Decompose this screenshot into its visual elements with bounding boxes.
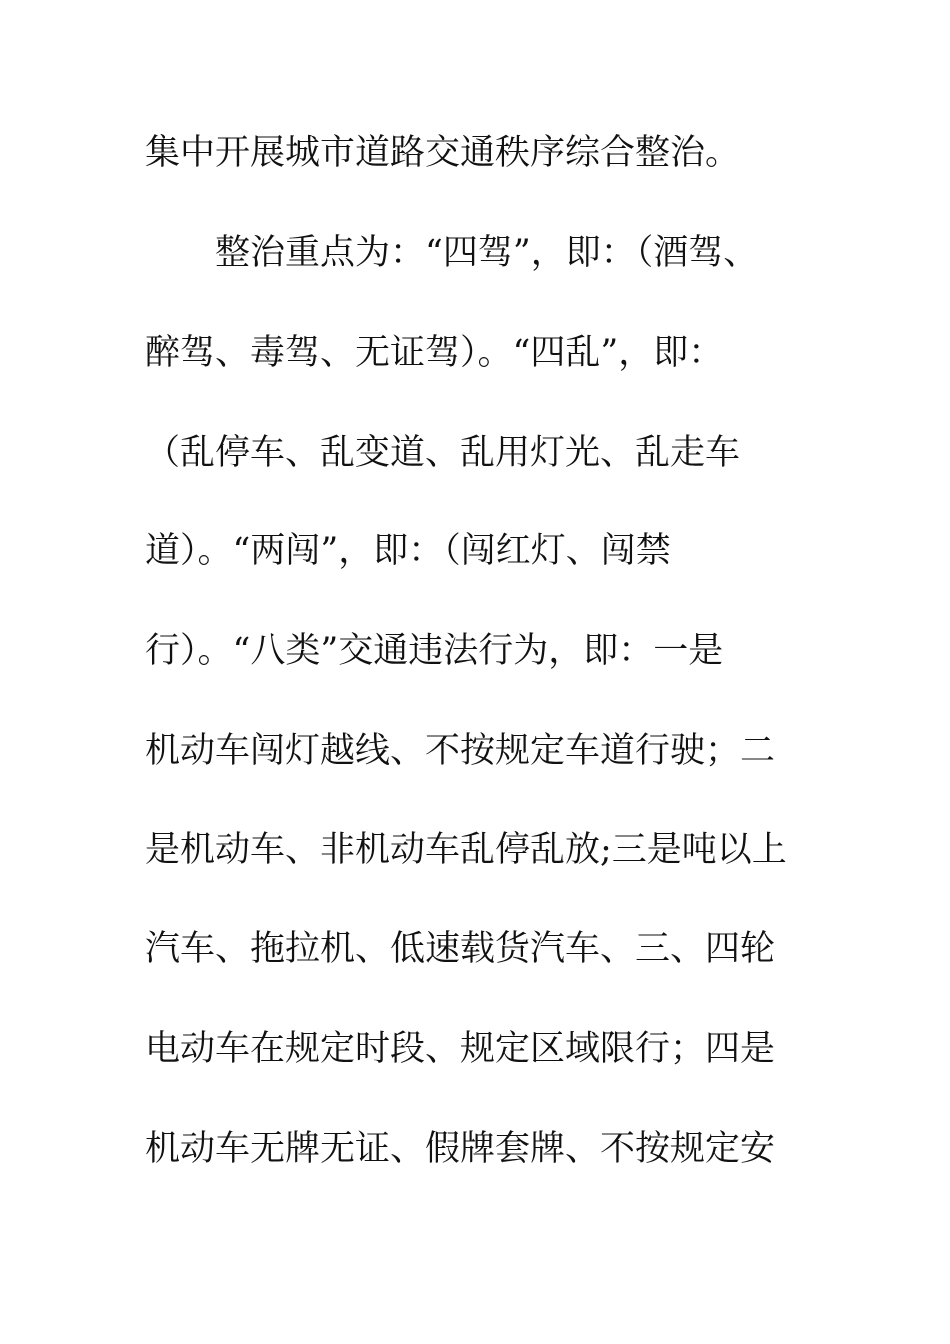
text-line-1: 集中开展城市道路交通秩序综合整治。 (145, 133, 741, 173)
text-line-5: 道）。“两闯”，即：（闯红灯、闯禁 (145, 531, 671, 571)
text-line-2-paragraph-start: 整治重点为：“四驾”，即：（酒驾、 (215, 233, 759, 273)
text-line-8: 是机动车、非机动车乱停乱放;三是吨以上 (145, 830, 787, 870)
text-line-10: 电动车在规定时段、规定区域限行；四是 (145, 1029, 776, 1069)
text-line-11: 机动车无牌无证、假牌套牌、不按规定安 (145, 1129, 776, 1169)
text-line-4: （乱停车、乱变道、乱用灯光、乱走车 (145, 433, 741, 473)
text-line-6: 行）。“八类”交通违法行为，即：一是 (145, 631, 724, 671)
text-line-9: 汽车、拖拉机、低速载货汽车、三、四轮 (145, 929, 776, 969)
text-line-3: 醉驾、毒驾、无证驾）。“四乱”，即： (145, 333, 724, 373)
text-line-7: 机动车闯灯越线、不按规定车道行驶；二 (145, 731, 776, 771)
